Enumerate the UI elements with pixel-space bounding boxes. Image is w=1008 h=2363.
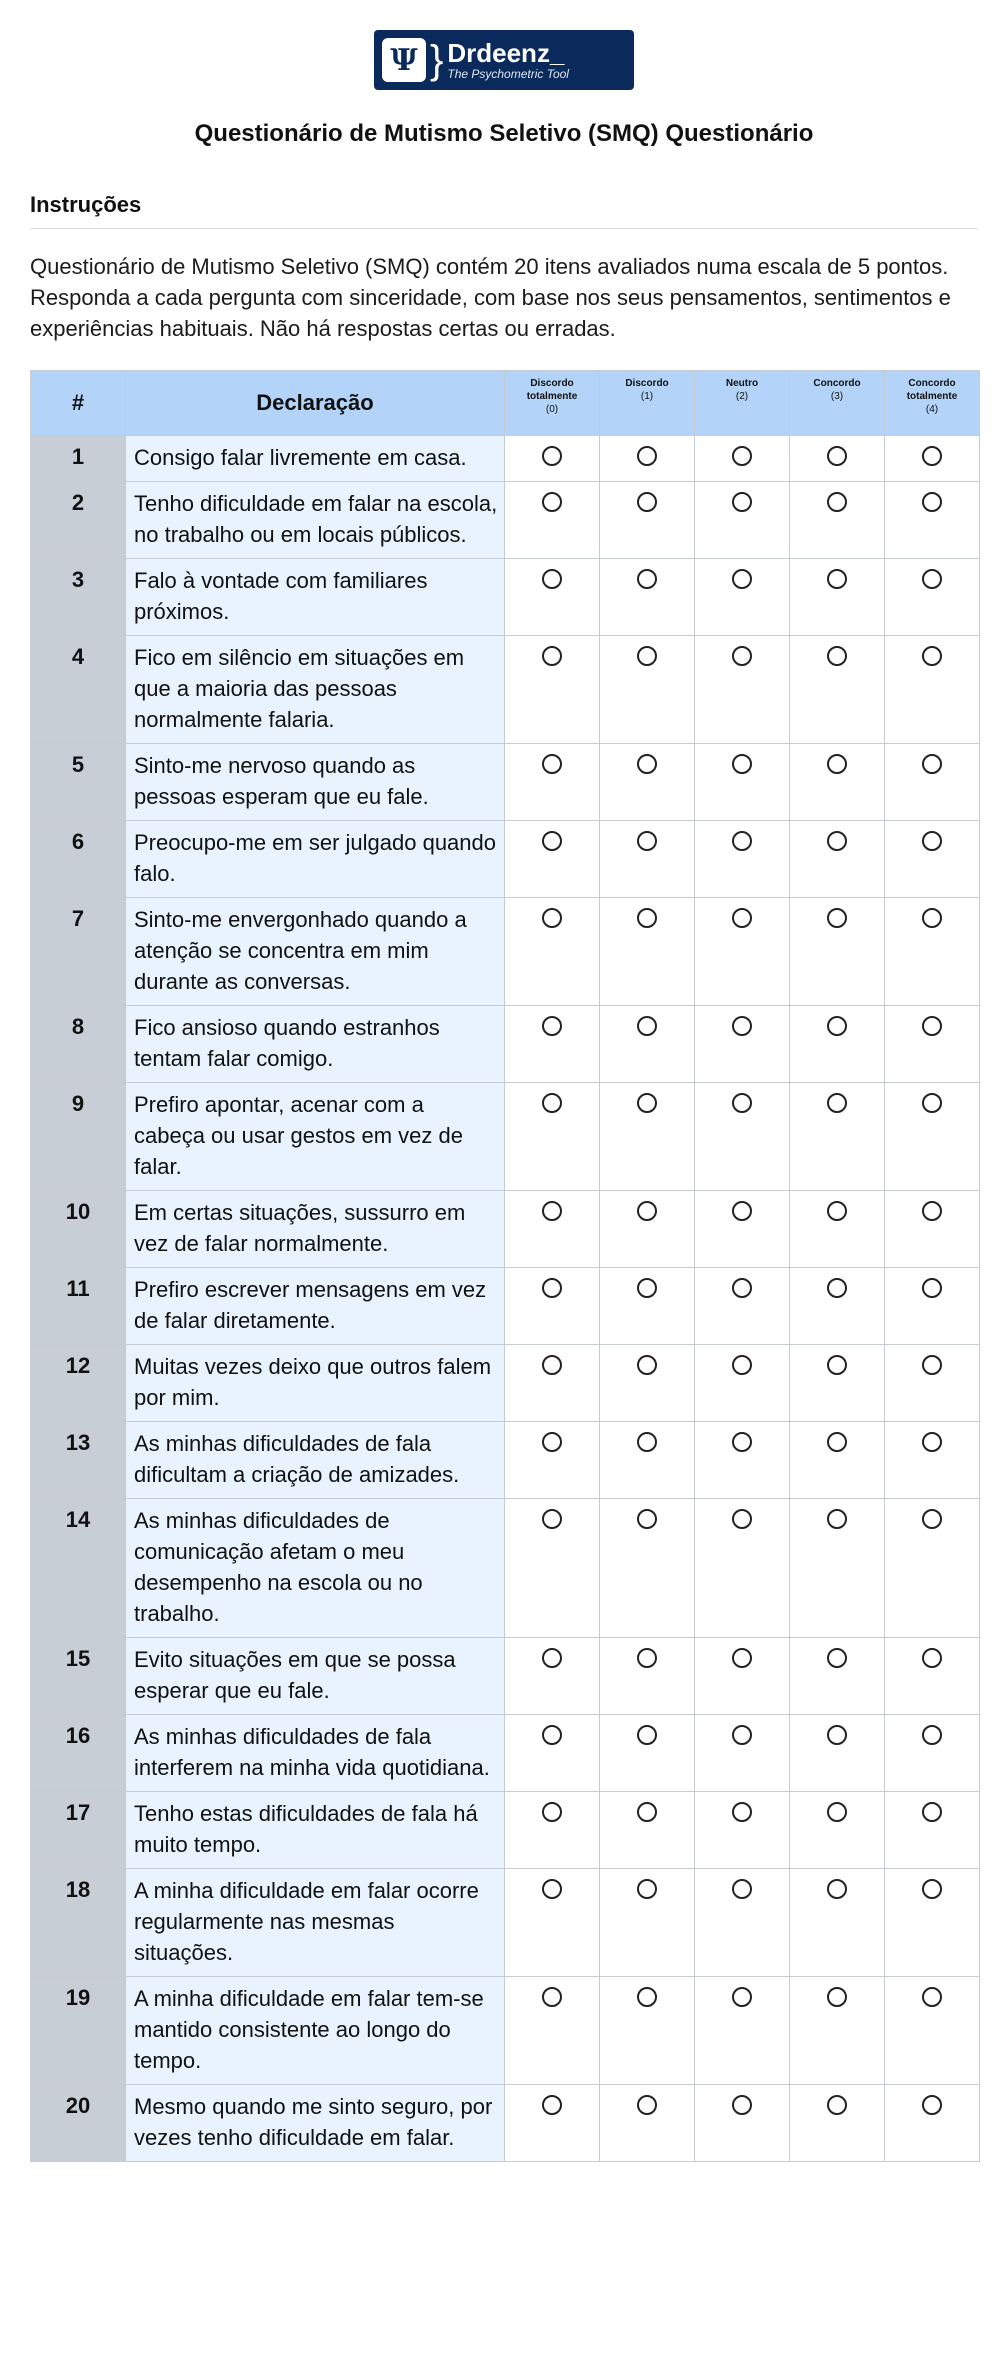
option-header: [600, 371, 695, 436]
option-cell: [695, 1869, 790, 1977]
option-cell: [600, 1715, 695, 1792]
option-cell: [695, 1977, 790, 2085]
option-cell: [790, 636, 885, 744]
option-cell: [695, 2085, 790, 2162]
radio-button[interactable]: [922, 831, 942, 851]
option-cell: [790, 1715, 885, 1792]
radio-button[interactable]: [827, 446, 847, 466]
item-statement: Prefiro apontar, acenar com a cabeça ou usar gestos em vez de falar.: [126, 1083, 505, 1191]
table-row: [31, 1191, 980, 1268]
option-header-score: (0): [545, 404, 559, 415]
logo-text: [447, 39, 569, 81]
table-row: [31, 744, 980, 821]
radio-button[interactable]: [637, 1509, 657, 1529]
table-row: [31, 1345, 980, 1422]
option-header-label: Concordo totalmente: [906, 378, 958, 402]
radio-button[interactable]: [732, 1987, 752, 2007]
option-cell: [600, 744, 695, 821]
radio-button[interactable]: [542, 754, 562, 774]
item-statement: As minhas dificuldades de comunicação afetam o meu desempenho na escola ou no trabalho.: [126, 1499, 505, 1638]
radio-button[interactable]: [732, 1648, 752, 1668]
item-number: 4: [31, 636, 126, 744]
radio-button[interactable]: [637, 492, 657, 512]
option-cell: [695, 898, 790, 1006]
option-cell: [505, 436, 600, 482]
item-statement: Fico em silêncio em situações em que a maioria das pessoas normalmente falaria.: [126, 636, 505, 744]
radio-button[interactable]: [827, 646, 847, 666]
radio-button[interactable]: [542, 2095, 562, 2115]
option-cell: [885, 1499, 980, 1638]
option-cell: [790, 436, 885, 482]
option-cell: [505, 1977, 600, 2085]
radio-button[interactable]: [827, 1432, 847, 1452]
item-statement: Consigo falar livremente em casa.: [126, 436, 505, 482]
item-statement: As minhas dificuldades de fala dificultam a criação de amizades.: [126, 1422, 505, 1499]
item-number: 14: [31, 1499, 126, 1638]
table-row: [31, 1422, 980, 1499]
item-number: 19: [31, 1977, 126, 2085]
radio-button[interactable]: [922, 754, 942, 774]
option-cell: [505, 559, 600, 636]
option-cell: [505, 482, 600, 559]
option-cell: [505, 636, 600, 744]
option-cell: [695, 821, 790, 898]
table-row: [31, 1792, 980, 1869]
item-number: 1: [31, 436, 126, 482]
item-statement: Mesmo quando me sinto seguro, por vezes tenho dificuldade em falar.: [126, 2085, 505, 2162]
item-number: 11: [31, 1268, 126, 1345]
brand-logo: [374, 30, 634, 90]
item-number: 10: [31, 1191, 126, 1268]
radio-button[interactable]: [542, 908, 562, 928]
radio-button[interactable]: [827, 492, 847, 512]
item-number: 13: [31, 1422, 126, 1499]
option-cell: [790, 1499, 885, 1638]
radio-button[interactable]: [637, 908, 657, 928]
option-cell: [600, 1006, 695, 1083]
radio-button[interactable]: [732, 908, 752, 928]
option-cell: [695, 1715, 790, 1792]
option-cell: [885, 1977, 980, 2085]
option-cell: [790, 1083, 885, 1191]
item-statement: A minha dificuldade em falar ocorre regularmente nas mesmas situações.: [126, 1869, 505, 1977]
radio-button[interactable]: [637, 646, 657, 666]
radio-button[interactable]: [637, 1432, 657, 1452]
option-cell: [790, 559, 885, 636]
option-header: [695, 371, 790, 436]
option-cell: [790, 2085, 885, 2162]
option-cell: [695, 1422, 790, 1499]
option-cell: [695, 744, 790, 821]
option-cell: [600, 1422, 695, 1499]
page-title: Questionário de Mutismo Seletivo (SMQ) Questionário: [194, 120, 814, 147]
radio-button[interactable]: [732, 1016, 752, 1036]
option-cell: [790, 898, 885, 1006]
option-cell: [790, 821, 885, 898]
option-cell: [600, 1083, 695, 1191]
number-column-header: #: [31, 371, 126, 436]
option-cell: [600, 898, 695, 1006]
radio-button[interactable]: [542, 831, 562, 851]
radio-button[interactable]: [732, 492, 752, 512]
radio-button[interactable]: [922, 1725, 942, 1745]
option-cell: [695, 1638, 790, 1715]
option-cell: [885, 2085, 980, 2162]
item-statement: Muitas vezes deixo que outros falem por mim.: [126, 1345, 505, 1422]
option-cell: [505, 821, 600, 898]
option-cell: [600, 1792, 695, 1869]
radio-button[interactable]: [637, 1093, 657, 1113]
radio-button[interactable]: [637, 1879, 657, 1899]
radio-button[interactable]: [542, 569, 562, 589]
radio-button[interactable]: [732, 1355, 752, 1375]
radio-button[interactable]: [922, 492, 942, 512]
radio-button[interactable]: [542, 1016, 562, 1036]
radio-button[interactable]: [637, 1648, 657, 1668]
radio-button[interactable]: [922, 446, 942, 466]
option-header-label: Neutro: [725, 378, 759, 389]
item-statement: Sinto-me envergonhado quando a atenção se concentra em mim durante as conversas.: [126, 898, 505, 1006]
option-cell: [505, 1345, 600, 1422]
option-cell: [885, 1715, 980, 1792]
option-cell: [790, 1792, 885, 1869]
option-cell: [505, 2085, 600, 2162]
option-header-score: (3): [830, 391, 844, 402]
radio-button[interactable]: [637, 1355, 657, 1375]
radio-button[interactable]: [542, 1879, 562, 1899]
radio-button[interactable]: [827, 1802, 847, 1822]
option-cell: [885, 1345, 980, 1422]
brace-decoration: }: [430, 38, 444, 82]
option-cell: [600, 1499, 695, 1638]
table-row: [31, 636, 980, 744]
item-statement: Tenho estas dificuldades de fala há muito tempo.: [126, 1792, 505, 1869]
option-cell: [885, 1006, 980, 1083]
table-row: [31, 898, 980, 1006]
option-cell: [790, 1345, 885, 1422]
radio-button[interactable]: [542, 1725, 562, 1745]
item-statement: Falo à vontade com familiares próximos.: [126, 559, 505, 636]
item-statement: Sinto-me nervoso quando as pessoas esperam que eu fale.: [126, 744, 505, 821]
radio-button[interactable]: [542, 1432, 562, 1452]
table-row: [31, 559, 980, 636]
item-number: 12: [31, 1345, 126, 1422]
table-row: [31, 1499, 980, 1638]
option-cell: [790, 1869, 885, 1977]
option-cell: [600, 1977, 695, 2085]
option-cell: [695, 559, 790, 636]
item-number: 20: [31, 2085, 126, 2162]
item-number: 8: [31, 1006, 126, 1083]
option-header: [505, 371, 600, 436]
radio-button[interactable]: [637, 1725, 657, 1745]
radio-button[interactable]: [637, 1278, 657, 1298]
item-number: 9: [31, 1083, 126, 1191]
brand-name: Drdeenz_: [447, 38, 565, 68]
option-header-score: (2): [735, 391, 749, 402]
option-cell: [505, 1006, 600, 1083]
radio-button[interactable]: [542, 1987, 562, 2007]
option-cell: [695, 636, 790, 744]
option-cell: [790, 1638, 885, 1715]
table-row: [31, 482, 980, 559]
option-cell: [790, 1268, 885, 1345]
item-number: 6: [31, 821, 126, 898]
option-cell: [885, 1268, 980, 1345]
radio-button[interactable]: [637, 1987, 657, 2007]
option-cell: [505, 1083, 600, 1191]
option-cell: [885, 1638, 980, 1715]
option-cell: [695, 1006, 790, 1083]
option-cell: [600, 636, 695, 744]
table-row: [31, 1006, 980, 1083]
option-cell: [695, 1499, 790, 1638]
radio-button[interactable]: [827, 1648, 847, 1668]
item-statement: As minhas dificuldades de fala interferem na minha vida quotidiana.: [126, 1715, 505, 1792]
questionnaire-table: [30, 370, 980, 2162]
option-header-score: (4): [925, 404, 939, 415]
table-row: [31, 821, 980, 898]
radio-button[interactable]: [732, 754, 752, 774]
radio-button[interactable]: [637, 2095, 657, 2115]
item-number: 18: [31, 1869, 126, 1977]
item-statement: A minha dificuldade em falar tem-se mantido consistente ao longo do tempo.: [126, 1977, 505, 2085]
radio-button[interactable]: [732, 569, 752, 589]
radio-button[interactable]: [922, 1278, 942, 1298]
option-cell: [600, 821, 695, 898]
radio-button[interactable]: [542, 1201, 562, 1221]
option-header: [885, 371, 980, 436]
radio-button[interactable]: [542, 1509, 562, 1529]
radio-button[interactable]: [827, 569, 847, 589]
radio-button[interactable]: [922, 1432, 942, 1452]
option-cell: [790, 744, 885, 821]
item-statement: Prefiro escrever mensagens em vez de falar diretamente.: [126, 1268, 505, 1345]
table-row: [31, 1715, 980, 1792]
option-cell: [505, 1792, 600, 1869]
option-cell: [790, 1422, 885, 1499]
option-cell: [790, 1006, 885, 1083]
option-cell: [600, 1869, 695, 1977]
option-cell: [600, 1191, 695, 1268]
option-cell: [885, 1191, 980, 1268]
item-number: 5: [31, 744, 126, 821]
item-statement: Em certas situações, sussurro em vez de falar normalmente.: [126, 1191, 505, 1268]
radio-button[interactable]: [922, 1987, 942, 2007]
radio-button[interactable]: [732, 1432, 752, 1452]
radio-button[interactable]: [827, 831, 847, 851]
option-cell: [600, 1268, 695, 1345]
item-statement: Tenho dificuldade em falar na escola, no trabalho ou em locais públicos.: [126, 482, 505, 559]
table-row: [31, 2085, 980, 2162]
item-statement: Preocupo-me em ser julgado quando falo.: [126, 821, 505, 898]
radio-button[interactable]: [827, 1725, 847, 1745]
radio-button[interactable]: [637, 1201, 657, 1221]
radio-button[interactable]: [542, 1802, 562, 1822]
table-row: [31, 1977, 980, 2085]
radio-button[interactable]: [542, 1355, 562, 1375]
table-row: [31, 1268, 980, 1345]
radio-button[interactable]: [637, 1802, 657, 1822]
radio-button[interactable]: [637, 569, 657, 589]
logo-container: [0, 0, 1008, 90]
option-cell: [695, 1345, 790, 1422]
option-cell: [505, 1715, 600, 1792]
option-header-label: Discordo: [625, 378, 669, 389]
option-header-score: (1): [640, 391, 654, 402]
psi-logo-icon: Ψ: [382, 38, 426, 82]
table-header-row: [31, 371, 980, 436]
option-cell: [790, 482, 885, 559]
option-cell: [885, 1422, 980, 1499]
option-cell: [600, 559, 695, 636]
option-cell: [695, 1191, 790, 1268]
radio-button[interactable]: [637, 831, 657, 851]
statement-column-header: Declaração: [126, 371, 505, 436]
option-cell: [885, 898, 980, 1006]
option-cell: [885, 1083, 980, 1191]
option-cell: [600, 436, 695, 482]
option-cell: [885, 482, 980, 559]
radio-button[interactable]: [542, 646, 562, 666]
radio-button[interactable]: [637, 446, 657, 466]
instructions-text: Questionário de Mutismo Seletivo (SMQ) contém 20 itens avaliados numa escala de 5 pontos. Responda a cada pergunta com sinceridade, com base nos seus pensamentos, sentimentos e experiências habituais. Não há respostas certas ou erradas.: [30, 254, 951, 341]
option-cell: [695, 436, 790, 482]
radio-button[interactable]: [922, 1879, 942, 1899]
option-header-label: Concordo: [813, 378, 861, 389]
radio-button[interactable]: [732, 2095, 752, 2115]
option-cell: [695, 1268, 790, 1345]
option-header: [790, 371, 885, 436]
questionnaire-body: [31, 436, 980, 2162]
option-cell: [505, 1268, 600, 1345]
radio-button[interactable]: [732, 1201, 752, 1221]
radio-button[interactable]: [922, 646, 942, 666]
radio-button[interactable]: [637, 754, 657, 774]
option-cell: [600, 2085, 695, 2162]
option-cell: [885, 636, 980, 744]
radio-button[interactable]: [732, 831, 752, 851]
radio-button[interactable]: [922, 1802, 942, 1822]
table-row: [31, 1869, 980, 1977]
option-cell: [885, 1792, 980, 1869]
option-cell: [695, 1792, 790, 1869]
table-row: [31, 1638, 980, 1715]
radio-button[interactable]: [922, 1016, 942, 1036]
instructions-heading: Instruções: [30, 192, 978, 229]
item-number: 2: [31, 482, 126, 559]
option-cell: [505, 1638, 600, 1715]
radio-button[interactable]: [732, 1802, 752, 1822]
radio-button[interactable]: [827, 2095, 847, 2115]
radio-button[interactable]: [732, 1725, 752, 1745]
radio-button[interactable]: [922, 908, 942, 928]
option-cell: [885, 744, 980, 821]
radio-button[interactable]: [542, 492, 562, 512]
radio-button[interactable]: [637, 1016, 657, 1036]
radio-button[interactable]: [732, 1509, 752, 1529]
option-cell: [505, 1191, 600, 1268]
option-cell: [600, 1638, 695, 1715]
radio-button[interactable]: [827, 1201, 847, 1221]
item-number: 17: [31, 1792, 126, 1869]
radio-button[interactable]: [827, 1509, 847, 1529]
option-cell: [505, 1499, 600, 1638]
radio-button[interactable]: [922, 1355, 942, 1375]
item-number: 15: [31, 1638, 126, 1715]
option-cell: [505, 1869, 600, 1977]
radio-button[interactable]: [827, 754, 847, 774]
table-row: [31, 436, 980, 482]
radio-button[interactable]: [542, 1278, 562, 1298]
radio-button[interactable]: [732, 1278, 752, 1298]
radio-button[interactable]: [922, 569, 942, 589]
option-cell: [600, 482, 695, 559]
radio-button[interactable]: [827, 1093, 847, 1113]
radio-button[interactable]: [542, 1093, 562, 1113]
radio-button[interactable]: [542, 1648, 562, 1668]
radio-button[interactable]: [827, 1987, 847, 2007]
radio-button[interactable]: [732, 446, 752, 466]
option-header-label: Discordo totalmente: [526, 378, 578, 402]
item-statement: Evito situações em que se possa esperar que eu fale.: [126, 1638, 505, 1715]
option-cell: [790, 1977, 885, 2085]
radio-button[interactable]: [922, 1648, 942, 1668]
option-cell: [505, 898, 600, 1006]
radio-button[interactable]: [922, 2095, 942, 2115]
radio-button[interactable]: [922, 1509, 942, 1529]
radio-button[interactable]: [732, 1093, 752, 1113]
item-number: 7: [31, 898, 126, 1006]
option-cell: [885, 559, 980, 636]
option-cell: [885, 1869, 980, 1977]
option-cell: [790, 1191, 885, 1268]
radio-button[interactable]: [922, 1093, 942, 1113]
option-cell: [885, 436, 980, 482]
option-cell: [505, 1422, 600, 1499]
radio-button[interactable]: [827, 908, 847, 928]
radio-button[interactable]: [827, 1879, 847, 1899]
radio-button[interactable]: [827, 1016, 847, 1036]
item-number: 3: [31, 559, 126, 636]
option-cell: [885, 821, 980, 898]
radio-button[interactable]: [732, 1879, 752, 1899]
radio-button[interactable]: [922, 1201, 942, 1221]
brand-tagline: The Psychometric Tool: [447, 67, 569, 81]
option-cell: [600, 1345, 695, 1422]
radio-button[interactable]: [827, 1278, 847, 1298]
option-cell: [695, 482, 790, 559]
option-cell: [505, 744, 600, 821]
item-statement: Fico ansioso quando estranhos tentam falar comigo.: [126, 1006, 505, 1083]
item-number: 16: [31, 1715, 126, 1792]
option-cell: [695, 1083, 790, 1191]
radio-button[interactable]: [542, 446, 562, 466]
radio-button[interactable]: [732, 646, 752, 666]
radio-button[interactable]: [827, 1355, 847, 1375]
table-row: [31, 1083, 980, 1191]
